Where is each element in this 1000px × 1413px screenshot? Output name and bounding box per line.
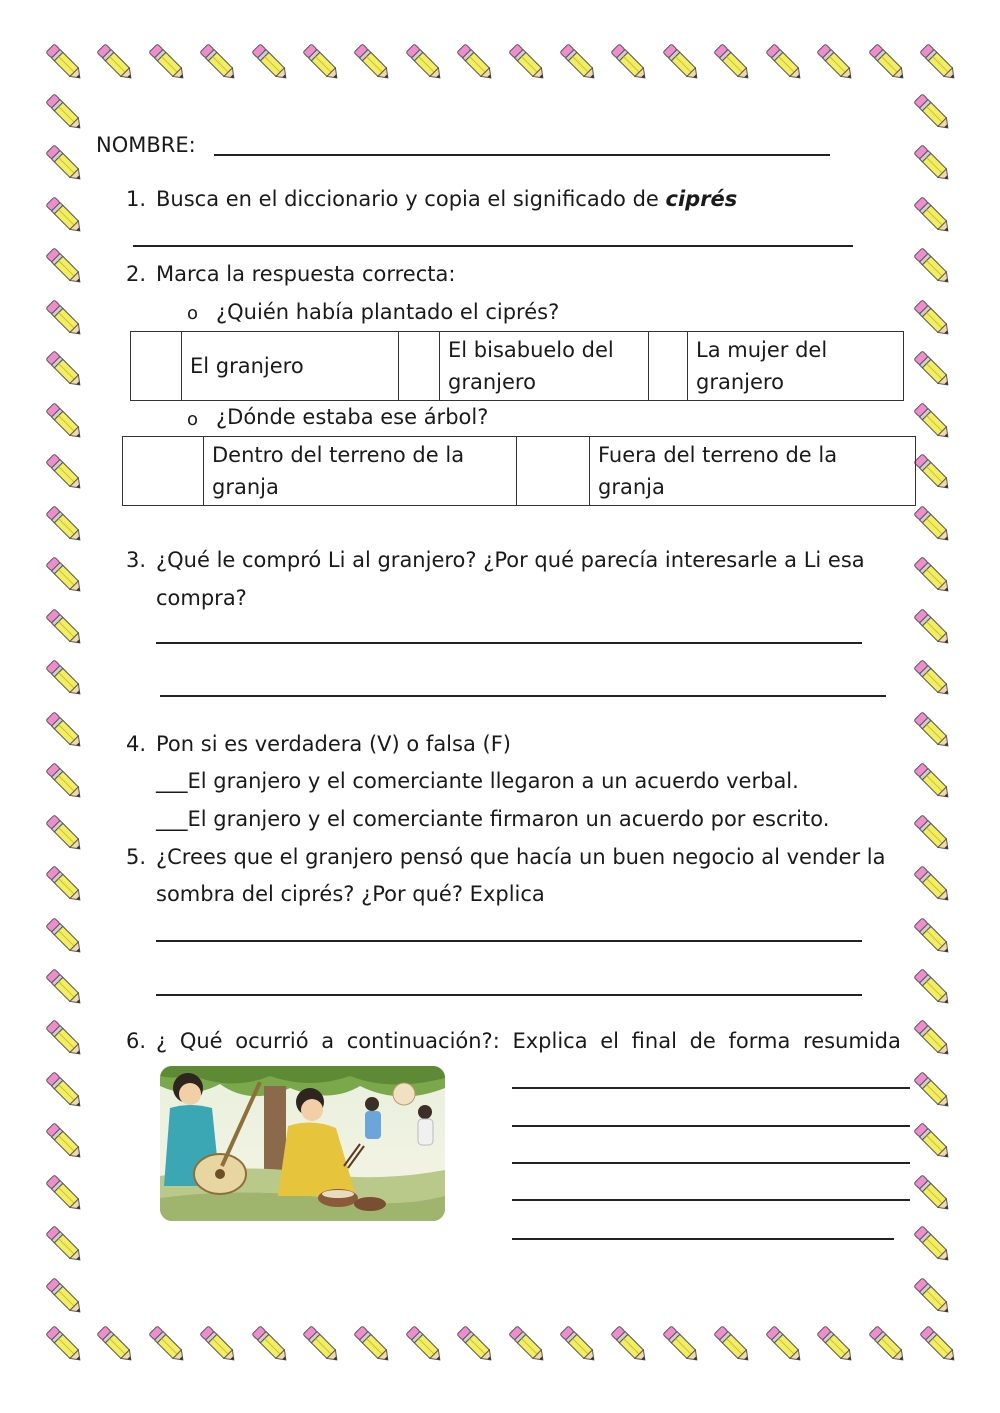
- q2-sub1-options-table: [130, 331, 904, 401]
- q3-answer-line-2[interactable]: [160, 695, 886, 697]
- q2-sub1-option-1: El granjero: [182, 332, 399, 401]
- q6-text: ¿ Qué ocurrió a continuación?: Explica el final de forma resumida: [156, 1029, 901, 1053]
- q2-sub1-question: ¿Quién había plantado el ciprés?: [216, 300, 560, 324]
- q2-sub1-option-2: El bisabuelo del granjero: [440, 332, 649, 401]
- q2-sub2-question: ¿Dónde estaba ese árbol?: [216, 405, 489, 429]
- q3-answer-line-1[interactable]: [156, 642, 862, 644]
- name-answer-line[interactable]: [214, 154, 830, 156]
- q2-sub1-checkbox-2[interactable]: [399, 332, 440, 401]
- q6-number: 6.: [126, 1029, 147, 1053]
- q2-sub2-bullet: o: [187, 409, 199, 430]
- q4-blank-2[interactable]: ___: [156, 807, 188, 831]
- q5-line1: ¿Crees que el granjero pensó que hacía un buen negocio al vender la: [156, 845, 886, 869]
- q4-number: 4.: [126, 732, 147, 756]
- q2-sub2-checkbox-1[interactable]: [123, 437, 204, 506]
- q2-sub2-options-table: [122, 436, 916, 506]
- q4-blank-1[interactable]: ___: [156, 769, 188, 793]
- q1-number: 1.: [126, 187, 147, 211]
- q6-answer-line-5[interactable]: [512, 1238, 894, 1240]
- q2-sub1-option-3: La mujer del granjero: [688, 332, 904, 401]
- q1-text: [156, 186, 737, 212]
- q6-answer-line-1[interactable]: [512, 1087, 910, 1089]
- q2-number: 2.: [126, 262, 147, 286]
- q1-term: ciprés: [665, 187, 738, 211]
- q6-answer-line-4[interactable]: [512, 1199, 910, 1201]
- q2-sub2-option-2: Fuera del terreno de la granja: [590, 437, 916, 506]
- q3-number: 3.: [126, 548, 147, 572]
- q2-sub1-checkbox-1[interactable]: [131, 332, 182, 401]
- q4-statement-2-text: El granjero y el comerciante firmaron un acuerdo por escrito.: [187, 807, 830, 831]
- q6-answer-line-2[interactable]: [512, 1125, 910, 1127]
- q6-answer-line-3[interactable]: [512, 1162, 910, 1164]
- q2-sub2-checkbox-2[interactable]: [517, 437, 590, 506]
- q3-line2: compra?: [156, 586, 247, 610]
- q5-answer-line-2[interactable]: [156, 994, 862, 996]
- q2-sub1-bullet: o: [187, 303, 199, 324]
- q2-text: Marca la respuesta correcta:: [156, 262, 456, 286]
- q4-text: Pon si es verdadera (V) o falsa (F): [156, 732, 511, 756]
- q4-statement-1-text: El granjero y el comerciante llegaron a un acuerdo verbal.: [187, 769, 799, 793]
- q4-statement-1: [156, 768, 799, 794]
- q1-answer-line[interactable]: [133, 245, 853, 247]
- q2-sub2-option-1: Dentro del terreno de la granja: [204, 437, 517, 506]
- story-illustration: [160, 1066, 445, 1221]
- q5-number: 5.: [126, 845, 147, 869]
- name-label: NOMBRE:: [96, 133, 196, 157]
- q1-prompt: Busca en el diccionario y copia el significado de: [156, 187, 659, 211]
- q4-statement-2: [156, 806, 829, 832]
- q5-answer-line-1[interactable]: [156, 940, 862, 942]
- q5-line2: sombra del ciprés? ¿Por qué? Explica: [156, 882, 545, 906]
- q3-line1: ¿Qué le compró Li al granjero? ¿Por qué parecía interesarle a Li esa: [156, 548, 865, 572]
- q2-sub1-checkbox-3[interactable]: [649, 332, 688, 401]
- story-illustration-drawing: [160, 1066, 445, 1221]
